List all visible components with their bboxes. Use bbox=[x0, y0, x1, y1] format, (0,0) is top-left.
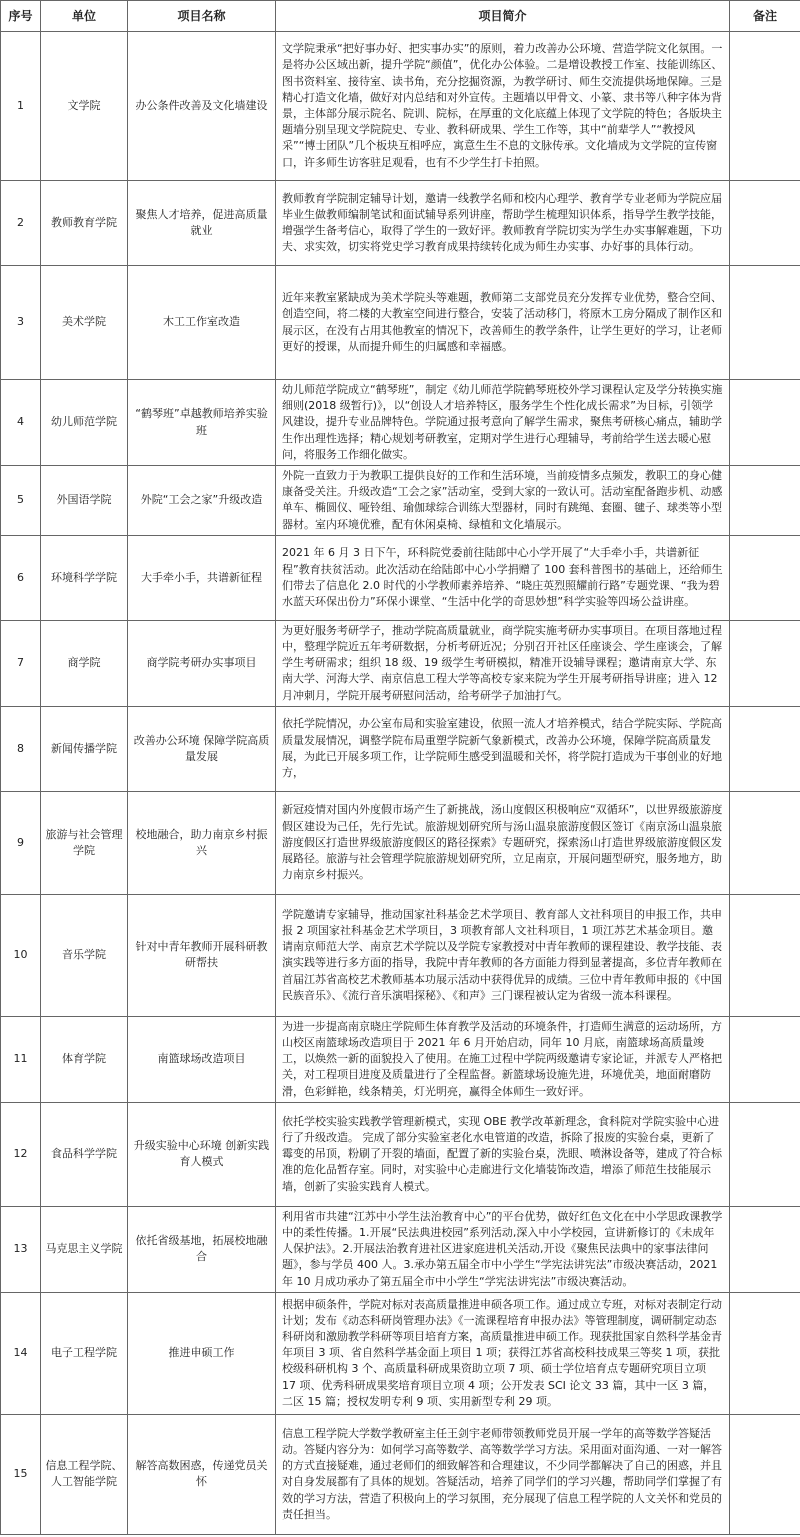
cell-remarks bbox=[730, 1292, 800, 1414]
cell-no: 7 bbox=[1, 620, 41, 706]
cell-description: 幼儿师范学院成立“鹤琴班”，制定《幼儿师范学院鹤琴班校外学习课程认定及学分转换实施细则(2018 级暂行)》，以“创设人才培养特区，服务学生个性化成长需求”为目标，引领学风建设，提升专业品牌特色。学院通过报考意向了解学生需求，聚焦考研核心痛点，辅助学生作出理性选择；精心规划考研教室，定期对学生进行心理辅导，考前给学生送去暖心慰问，将服务工作细化做实。 bbox=[276, 380, 730, 466]
cell-project-name: 大手牵小手，共谱新征程 bbox=[128, 535, 276, 620]
cell-no: 14 bbox=[1, 1292, 41, 1414]
cell-no: 3 bbox=[1, 266, 41, 380]
cell-remarks bbox=[730, 535, 800, 620]
cell-unit: 音乐学院 bbox=[41, 894, 128, 1016]
cell-description: 文学院秉承“把好事办好、把实事办实”的原则，着力改善办公环境、营造学院文化氛围。一是将办公区域出新，提升学院“颜值”，优化办公体验。二是增设教授工作室、技能训练区、图书资料室、接待室、读书角，充分挖掘资源，为教学研讨、师生交流提供场地保障。三是精心打造文化墙，做好对内总结和对外宣传。主题墙以甲骨文、小篆、隶书等八种字体为背景，主体部分展示院名、院训、院标，在厚重的文化底蕴上体现了文学院的特色；各版块主题墙分别呈现文学院院史、专业、教科研成果、学生工作等，其中“前辈学人”“教授风采”“博士团队”几个板块互相呼应，寓意生生不息的文脉传承。文化墙成为文学院的宣传窗口，许多师生访客驻足观看，也有不少学生打卡拍照。 bbox=[276, 32, 730, 181]
cell-remarks bbox=[730, 1414, 800, 1534]
table-row bbox=[1, 266, 800, 380]
cell-remarks bbox=[730, 791, 800, 894]
cell-description: 为更好服务考研学子，推动学院高质量就业，商学院实施考研办实事项目。在项目落地过程中，整理学院近五年考研数据，分析考研近况；分别召开社区任座谈会、学生座谈会，了解学生考研需求；组织 18 级、19 级学生考研模拟，精准开设辅导课程；邀请南京大学、东南大学、河海大学、南京信息工程大学等高校专家来院为学生开展考研指导讲座；进入 12 月冲刺月，学院开展考研慰问活动，给考研学子加油打气。 bbox=[276, 620, 730, 706]
cell-remarks bbox=[730, 380, 800, 466]
cell-remarks bbox=[730, 181, 800, 266]
cell-project-name: 依托省级基地，拓展校地融合 bbox=[128, 1206, 276, 1292]
cell-project-name: 南篮球场改造项目 bbox=[128, 1016, 276, 1102]
table-row bbox=[1, 791, 800, 894]
cell-unit: 体育学院 bbox=[41, 1016, 128, 1102]
cell-description: 外院一直致力于为教职工提供良好的工作和生活环境，当前疫情多点频发，教职工的身心健康备受关注。升级改造“工会之家”活动室，受到大家的一致认可。活动室配备跑步机、动感单车、椭圆仪、哑铃组、瑜伽球综合训练大型器材，同时有跳绳、套圈、毽子、球类等小型器材。室内环境优雅，配有休闲桌椅、绿植和文化墙展示。 bbox=[276, 466, 730, 536]
cell-project-name: 解答高数困惑，传递党员关怀 bbox=[128, 1414, 276, 1534]
cell-remarks bbox=[730, 894, 800, 1016]
header-unit: 单位 bbox=[41, 1, 128, 32]
table-body bbox=[1, 32, 800, 1535]
table-row bbox=[1, 1206, 800, 1292]
cell-no: 4 bbox=[1, 380, 41, 466]
header-project-name: 项目名称 bbox=[128, 1, 276, 32]
cell-no: 8 bbox=[1, 706, 41, 791]
cell-project-name: 校地融合，助力南京乡村振兴 bbox=[128, 791, 276, 894]
cell-unit: 商学院 bbox=[41, 620, 128, 706]
cell-remarks bbox=[730, 1102, 800, 1206]
header-description: 项目简介 bbox=[276, 1, 730, 32]
cell-description: 教师教育学院制定辅导计划，邀请一线教学名师和校内心理学、教育学专业老师为学院应届毕业生做教师编制笔试和面试辅导系列讲座，帮助学生梳理知识体系，指导学生教学技能，增强学生备考信心，取得了学生的一致好评。教师教育学院切实为学生办实事解难题，下功夫、求实效，切实将党史学习教育成果持续转化成为师生办实事、办好事的具体行动。 bbox=[276, 181, 730, 266]
table-header-row bbox=[1, 1, 800, 32]
table-row bbox=[1, 1414, 800, 1534]
header-no: 序号 bbox=[1, 1, 41, 32]
cell-project-name: 办公条件改善及文化墙建设 bbox=[128, 32, 276, 181]
cell-no: 13 bbox=[1, 1206, 41, 1292]
cell-unit: 信息工程学院、人工智能学院 bbox=[41, 1414, 128, 1534]
table-row bbox=[1, 894, 800, 1016]
table-row bbox=[1, 620, 800, 706]
cell-project-name: 外院“工会之家”升级改造 bbox=[128, 466, 276, 536]
table-row bbox=[1, 706, 800, 791]
cell-description: 为进一步提高南京晓庄学院师生体育教学及活动的环境条件，打造师生满意的运动场所，方山校区南篮球场改造项目于 2021 年 6 月开始启动，同年 10 月底，南篮球场高质量竣工，以焕然一新的面貌投入了使用。在施工过程中学院两级邀请专家论证，并派专人严格把关，对工程项目进度及质量进行了全程监督。新篮球场设施先进，环境优美，地面耐磨防滑，色彩鲜艳，线条精美，灯光明亮，赢得全体师生一致好评。 bbox=[276, 1016, 730, 1102]
cell-no: 1 bbox=[1, 32, 41, 181]
cell-unit: 幼儿师范学院 bbox=[41, 380, 128, 466]
cell-description: 依托学院情况，办公室布局和实验室建设，依照一流人才培养模式，结合学院实际、学院高质量发展情况，调整学院布局重塑学院新气象新模式，改善办公环境，保障学院高质量发展，为此已开展多项工作，让学院师生感受到温暖和关怀，将学院打造成为干事创业的好地方， bbox=[276, 706, 730, 791]
cell-no: 12 bbox=[1, 1102, 41, 1206]
cell-unit: 文学院 bbox=[41, 32, 128, 181]
cell-project-name: 针对中青年教师开展科研教研帮扶 bbox=[128, 894, 276, 1016]
cell-no: 5 bbox=[1, 466, 41, 536]
cell-project-name: “鹤琴班”卓越教师培养实验班 bbox=[128, 380, 276, 466]
cell-project-name: 推进申硕工作 bbox=[128, 1292, 276, 1414]
cell-unit: 教师教育学院 bbox=[41, 181, 128, 266]
cell-unit: 新闻传播学院 bbox=[41, 706, 128, 791]
cell-remarks bbox=[730, 1016, 800, 1102]
table-row bbox=[1, 32, 800, 181]
table-row bbox=[1, 380, 800, 466]
cell-description: 近年来教室紧缺成为美术学院头等难题，教师第二支部党员充分发挥专业优势，整合空间、创造空间，将二楼的大教室空间进行整合，安装了活动移门，将原木工房分隔成了制作区和展示区，在没有占用其他教室的情况下，改善师生的教学条件，让学生更好的学习，让老师更好的授课，从而提升师生的归属感和幸福感。 bbox=[276, 266, 730, 380]
cell-unit: 环境科学学院 bbox=[41, 535, 128, 620]
cell-project-name: 聚焦人才培养，促进高质量就业 bbox=[128, 181, 276, 266]
cell-unit: 电子工程学院 bbox=[41, 1292, 128, 1414]
cell-remarks bbox=[730, 706, 800, 791]
cell-unit: 马克思主义学院 bbox=[41, 1206, 128, 1292]
cell-remarks bbox=[730, 466, 800, 536]
cell-project-name: 木工工作室改造 bbox=[128, 266, 276, 380]
cell-description: 根据申硕条件，学院对标对表高质量推进申硕各项工作。通过成立专班，对标对表制定行动计划；发布《动态科研岗管理办法》《一流课程培育申报办法》等管理制度，调研制定动态科研岗和激励教学科研等项目培育方案，高质量推进申硕工作。现获批国家自然科学基金青年项目 3 项、省自然科学基金面上项目 1 项；获得江苏省高校科技成果三等奖 1 项，获批校级科研机构 3 个、高质量科研成果资助立项 7 项、硕士学位培育点专题研究项目立项 17 项、优秀科研成果奖培育项目立项 4 项；公开发表 SCI 论文 33 篇，其中一区 3 篇，二区 15 篇；授权发明专利 9 项、实用新型专利 29 项。 bbox=[276, 1292, 730, 1414]
cell-description: 2021 年 6 月 3 日下午，环科院党委前往陆郎中心小学开展了“大手牵小手，共谱新征程”教育扶贫活动。此次活动在给陆郎中心小学捐赠了 100 套科普图书的基础上，还给师生们带去了信息化 2.0 时代的小学教师素养培养、“晓庄英烈照耀前行路”专题党课、“我为碧水蓝天环保出份力”环保小课堂、“生活中化学的奇思妙想”科学实验等四场公益讲座。 bbox=[276, 535, 730, 620]
cell-description: 利用省市共建“江苏中小学生法治教育中心”的平台优势，做好红色文化在中小学思政课教学中的柔性传播。1.开展“民法典进校园”系列活动,深入中小学校园，宣讲新修订的《未成年人保护法》。2.开展法治教育进社区进家庭进机关活动,开设《聚焦民法典中的家事法律问题》，参与学员 400 人。3.承办第五届全市中小学生“学宪法讲宪法”市级决赛活动，2021 年 10 月成功承办了第五届全市中小学生“学宪法讲宪法”市级决赛活动。 bbox=[276, 1206, 730, 1292]
table-row bbox=[1, 1016, 800, 1102]
table-row bbox=[1, 181, 800, 266]
header-remarks: 备注 bbox=[730, 1, 800, 32]
cell-project-name: 商学院考研办实事项目 bbox=[128, 620, 276, 706]
cell-no: 2 bbox=[1, 181, 41, 266]
cell-project-name: 升级实验中心环境 创新实践育人模式 bbox=[128, 1102, 276, 1206]
cell-remarks bbox=[730, 1206, 800, 1292]
cell-description: 依托学校实验实践教学管理新模式，实现 OBE 教学改革新理念，食科院对学院实验中心进行了升级改造。 完成了部分实验室老化水电管道的改造，拆除了报废的实验台桌，更新了霉变的吊顶，粉刷了开裂的墙面，配置了新的实验台桌，洗眼、喷淋设备等，建成了符合标准的危化品暂存室。同时，对实验中心走廊进行文化墙装饰改造，增添了师范生技能展示墙，创新了实验实践育人模式。 bbox=[276, 1102, 730, 1206]
cell-remarks bbox=[730, 620, 800, 706]
cell-no: 15 bbox=[1, 1414, 41, 1534]
cell-description: 信息工程学院大学数学教研室主任王剑宇老师带领教师党员开展一学年的高等数学答疑活动。答疑内容分为：如何学习高等数学、高等数学学习方法。采用面对面沟通、一对一解答的方式直接疑难，通过老师们的细致解答和合理建议，不少同学都解决了自己的困惑，并且对自身发展都有了具体的规划。答疑活动，培养了同学们的学习兴趣，帮助同学们掌握了有效的学习方法，营造了积极向上的学习氛围，充分展现了信息工程学院的人文关怀和党员的责任担当。 bbox=[276, 1414, 730, 1534]
cell-remarks bbox=[730, 266, 800, 380]
table-row bbox=[1, 1102, 800, 1206]
cell-unit: 美术学院 bbox=[41, 266, 128, 380]
table-row bbox=[1, 535, 800, 620]
cell-unit: 食品科学学院 bbox=[41, 1102, 128, 1206]
cell-no: 10 bbox=[1, 894, 41, 1016]
table-row bbox=[1, 466, 800, 536]
cell-remarks bbox=[730, 32, 800, 181]
cell-description: 学院邀请专家辅导，推动国家社科基金艺术学项目、教育部人文社科项目的申报工作，共申报 2 项国家社科基金艺术学项目，3 项教育部人文社科项目，1 项江苏艺术基金项目。邀请南京师范大学、南京艺术学院以及学院专家教授对中青年教师的课程建设、教学技能、表演实践等进行多方面的指导，我院中青年教师的各方面能力得到显著提高，多位青年教师在首届江苏省高校艺术教师基本功展示活动中获得优异的成绩。三位中青年教师申报的《中国民族音乐》、《流行音乐演唱探秘》、《和声》三门课程被认定为省级一流本科课程。 bbox=[276, 894, 730, 1016]
cell-no: 6 bbox=[1, 535, 41, 620]
cell-no: 11 bbox=[1, 1016, 41, 1102]
cell-project-name: 改善办公环境 保障学院高质量发展 bbox=[128, 706, 276, 791]
cell-description: 新冠疫情对国内外度假市场产生了新挑战，汤山度假区积极响应“双循环”，以世界级旅游度假区建设为己任，先行先试。旅游规划研究所与汤山温泉旅游度假区签订《南京汤山温泉旅游度假区打造世界级旅游度假区的路径探索》专题研究，探索汤山打造世界级旅游度假区发展路径。旅游与社会管理学院旅游规划研究所，立足南京，开展问题型研究，服务地方，助力南京乡村振兴。 bbox=[276, 791, 730, 894]
cell-unit: 旅游与社会管理学院 bbox=[41, 791, 128, 894]
table-row bbox=[1, 1292, 800, 1414]
cell-no: 9 bbox=[1, 791, 41, 894]
cell-unit: 外国语学院 bbox=[41, 466, 128, 536]
